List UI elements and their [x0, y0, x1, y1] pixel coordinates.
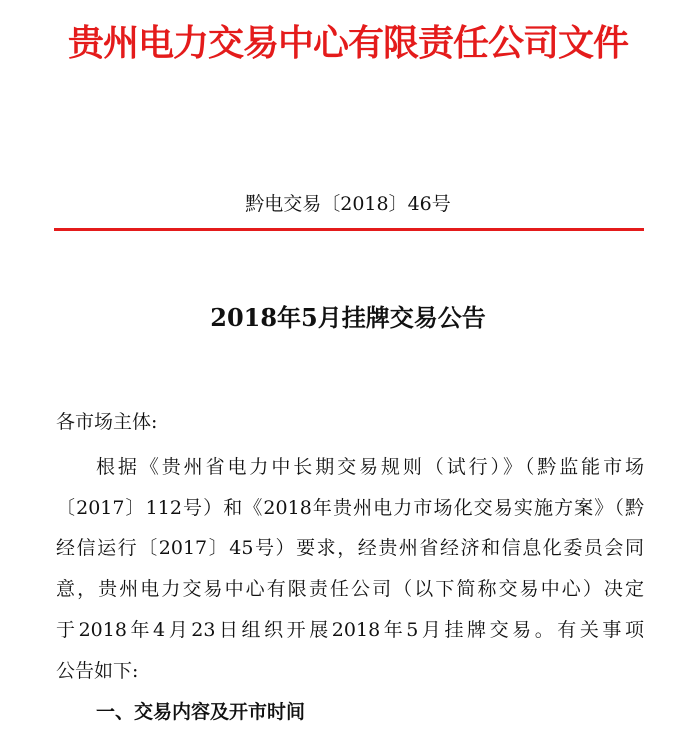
document-number: 黔电交易〔2018〕46号: [245, 193, 451, 215]
paragraph-line: 于2018年4月23日组织开展2018年5月挂牌交易。有关事项: [56, 619, 644, 641]
issuer-header-title: 贵州电力交易中心有限责任公司文件: [67, 22, 628, 64]
paragraph-line: 意，贵州电力交易中心有限责任公司（以下简称交易中心）决定: [56, 578, 644, 600]
paragraph-line: 〔2017〕112号）和《2018年贵州电力市场化交易实施方案》（黔: [56, 497, 644, 519]
red-divider-line: [54, 228, 644, 231]
notice-title: 2018年5月挂牌交易公告: [210, 303, 486, 332]
paragraph-line: 公告如下:: [56, 660, 139, 682]
paragraph-line: 根据《贵州省电力中长期交易规则（试行）》（黔监能市场: [96, 456, 644, 478]
paragraph-line: 经信运行〔2017〕45号）要求，经贵州省经济和信息化委员会同: [56, 537, 644, 559]
salutation: 各市场主体:: [56, 411, 158, 433]
section-heading: 一、交易内容及开市时间: [96, 701, 306, 723]
